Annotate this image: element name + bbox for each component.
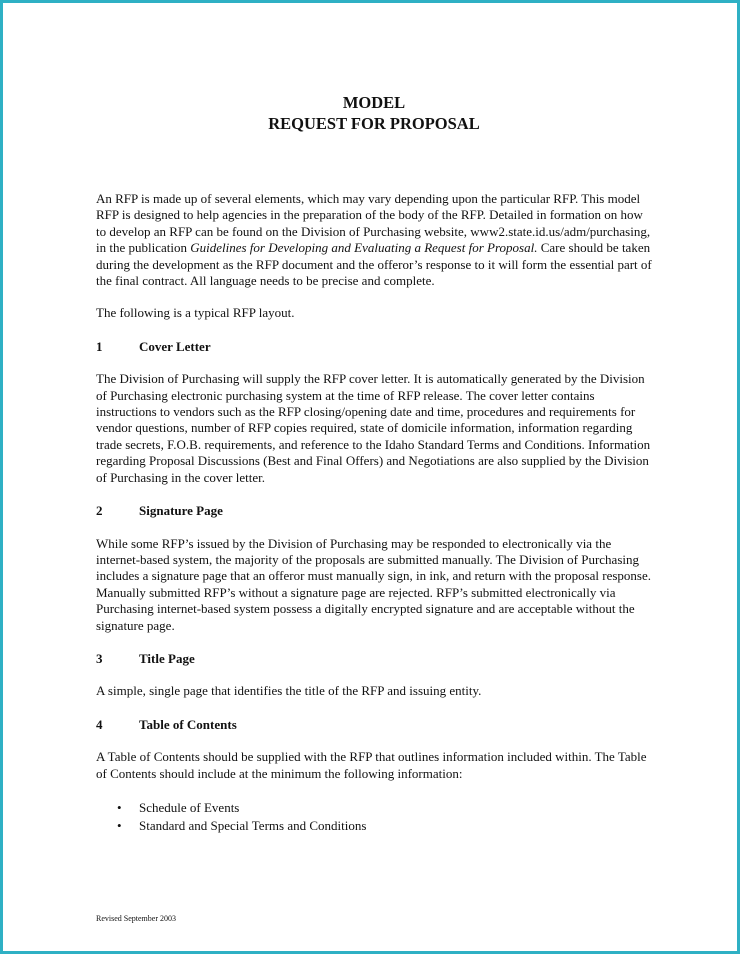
section-heading-1 — [96, 339, 652, 355]
title-line-2: REQUEST FOR PROPOSAL — [268, 114, 480, 133]
section-title: Signature Page — [139, 503, 223, 519]
bullet-icon: • — [117, 799, 122, 815]
list-item — [96, 817, 652, 835]
document-page — [96, 92, 652, 835]
publication-title: Guidelines for Developing and Evaluating a Request for Proposal. — [190, 240, 538, 256]
intro-paragraph — [96, 191, 652, 289]
section-number: 4 — [96, 716, 103, 732]
title-line-1: MODEL — [342, 93, 406, 112]
section-heading-4 — [96, 717, 652, 733]
section-body-1: The Division of Purchasing will supply the RFP cover letter. It is automatically generated by the Division of Purchasing electronic purchasing system at the time of RFP release. The cover letter contains instructions to vendors such as the RFP closing/opening date and time, procedures and requirements for vendor questions, number of RFP copies required, state of domicile information, information regarding trade secrets, F.O.B. requirements, and reference to the Idaho Standard Terms and Conditions. Information regarding Proposal Discussions (Best and Final Offers) and Negotiations are also supplied by the Division of Purchasing in the cover letter. — [96, 371, 651, 485]
list-item-text: Standard and Special Terms and Conditions — [139, 817, 367, 833]
section-number: 3 — [96, 650, 103, 666]
section-title: Title Page — [139, 650, 195, 666]
section-body-4: A Table of Contents should be supplied with the RFP that outlines information included within. The Table of Contents should include at the minimum the following information: — [96, 749, 647, 781]
intro-text-start: An RFP is made up of several elements, which may vary depending upon the particular RFP. This model RFP is designed to help agencies in the preparation of the body of the RFP. Detailed in formation on how to develop an RFP can be found on the Division of Purchasing website, www2.state.id.us/adm/purchasing, in the publication — [96, 191, 651, 256]
section-heading-3 — [96, 651, 652, 667]
list-item — [96, 799, 652, 817]
section-body-3: A simple, single page that identifies the title of the RFP and issuing entity. — [96, 683, 482, 699]
footer-revision: Revised September 2003 — [96, 914, 176, 923]
section-title: Cover Letter — [139, 338, 211, 354]
section-body-2: While some RFP’s issued by the Division of Purchasing may be responded to electronically via the internet-based system, the majority of the proposals are submitted manually. The Division of Purchasing includes a signature page that an offeror must manually sign, in ink, and return with the proposal response. Manually submitted RFP’s without a signature page are rejected. RFP’s submitted electronically via Purchasing internet-based system possess a digitally encrypted signature and are acceptable without the signature page. — [96, 535, 652, 633]
layout-intro: The following is a typical RFP layout. — [96, 305, 295, 321]
document-title — [96, 92, 652, 134]
toc-bullet-list — [96, 799, 652, 835]
section-heading-2 — [96, 503, 652, 519]
section-title: Table of Contents — [139, 716, 237, 732]
list-item-text: Schedule of Events — [139, 799, 240, 815]
section-number: 1 — [96, 338, 103, 354]
intro-text-end: Care should be taken during the development as the RFP document and the offeror’s response to it will form the essential part of the final contract. All language needs to be precise and complete. — [96, 240, 652, 289]
bullet-icon: • — [117, 817, 122, 833]
section-number: 2 — [96, 503, 103, 519]
